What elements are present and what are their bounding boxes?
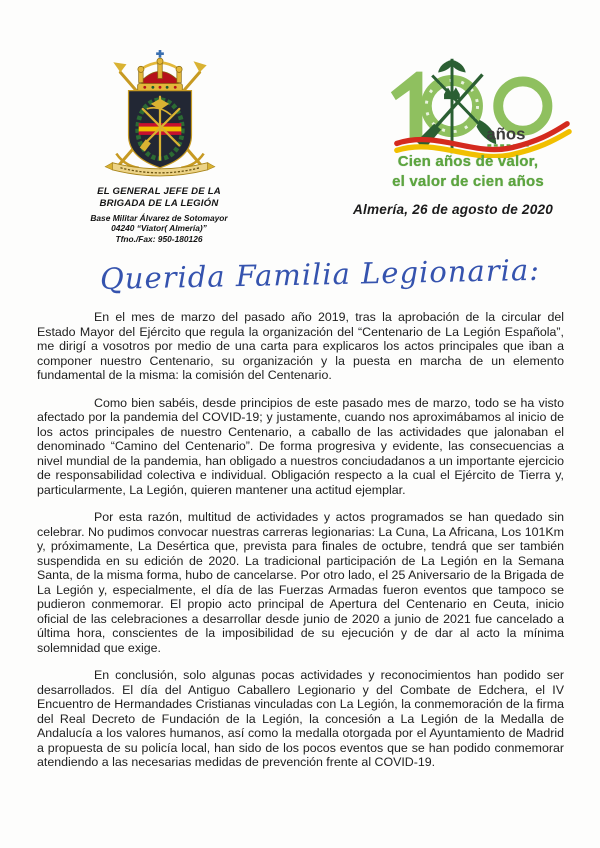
centenary-100-logo-icon (383, 58, 575, 158)
unit-address-line3: Tfno./Fax: 950-180126 (115, 233, 203, 244)
handwritten-salutation: Querida Familia Legionaria: (99, 252, 541, 296)
letter-body (37, 310, 564, 783)
unit-address-line1: Base Militar Álvarez de Sotomayor (90, 213, 228, 224)
anos-label: años (486, 124, 526, 144)
unit-title-line1: EL GENERAL JEFE DE LA (97, 186, 221, 197)
dateline: Almería, 26 de agosto de 2020 (353, 202, 553, 217)
paragraph-3: Por esta razón, multitud de actividades y actos programados se han quedado sin celebrar. No pudimos convocar nuestras carreras legionarias: La Cuna, La Africana, Los 101Km y, próximamente, La Desértica que, prevista para finales de octubre, tendrá que ser también suspendida en su edición de 2020. La tradicional participación de La Legión en la Semana Santa, de la misma forma, hubo de cancelarse. Por otro lado, el 25 Aniversario de la Brigada de La Legión y, especialmente, el día de las Fuerzas Armadas fueron eventos que tampoco se pudieron conmemorar. El propio acto principal de Apertura del Centenario en Ceuta, inicio oficial de las celebraciones a desarrollar desde junio de 2020 a junio de 2021 fue cancelado a última hora, conscientes de la imposibilidad de su ejecución y de dar al acto la mínima solemnidad que exige. (37, 510, 564, 655)
paragraph-1: En el mes de marzo del pasado año 2019, tras la aprobación de la circular del Estado Mayor del Ejército que regula la organización del “Centenario de La Legión Española”, me dirigí a vosotros por medio de una carta para explicaros los actos principales que iban a componer nuestro Centenario, su organización y la puesta en marcha de un elemento fundamental de la misma: la comisión del Centenario. (37, 310, 564, 382)
paragraph-2: Como bien sabéis, desde principios de este pasado mes de marzo, todo se ha visto afectado por la pandemia del COVID-19; y justamente, cuando nos aproximábamos al inicio de los actos principales de nuestro Centenario, a caballo de las actividades que jalonaban el denominado “Camino del Centenario”. De forma progresiva y evidente, las consecuencias a nivel mundial de la pandemia, han obligado a nuestros conciudadanos a un importante ejercicio de responsabilidad colectiva e individual. Obligación respecto a la cual el Ejército de Tierra y, particularmente, La Legión, quieren mantener una actitud ejemplar. (37, 395, 564, 497)
centenary-slogan (360, 152, 576, 192)
slogan-line2: el valor de cien años (392, 173, 544, 190)
unit-address-line2: 04240 “Viator( Almería)” (111, 223, 207, 234)
unit-caption (44, 186, 274, 244)
brigade-coat-of-arms-icon (93, 48, 227, 182)
coat-of-arms-graphic (93, 48, 227, 182)
unit-title-line2: BRIGADA DE LA LEGIÓN (99, 197, 219, 209)
centenary-numeral-one (391, 72, 423, 142)
paragraph-4: En conclusión, solo algunas pocas actividades y reconocimientos han podido ser desarrollados. El día del Antiguo Caballero Legionario y del Combate de Edchera, el IV Encuentro de Hermandades Cristianas vinculadas con La Legión, la conmemoración de la firma del Real Decreto de Fundación de la Legión, la concesión a La Legión de la Medalla de Andalucía a los valores humanos, así como la medalla otorgada por el Ayuntamiento de Madrid a propuesta de su policía local, han sido de los pocos eventos que se han podido conmemorar atendiendo a las necesarias medidas de prevención frente al COVID-19. (37, 668, 564, 769)
centenary-logo-graphic (383, 58, 575, 158)
slogan-line1: Cien años de valor, (397, 153, 539, 170)
